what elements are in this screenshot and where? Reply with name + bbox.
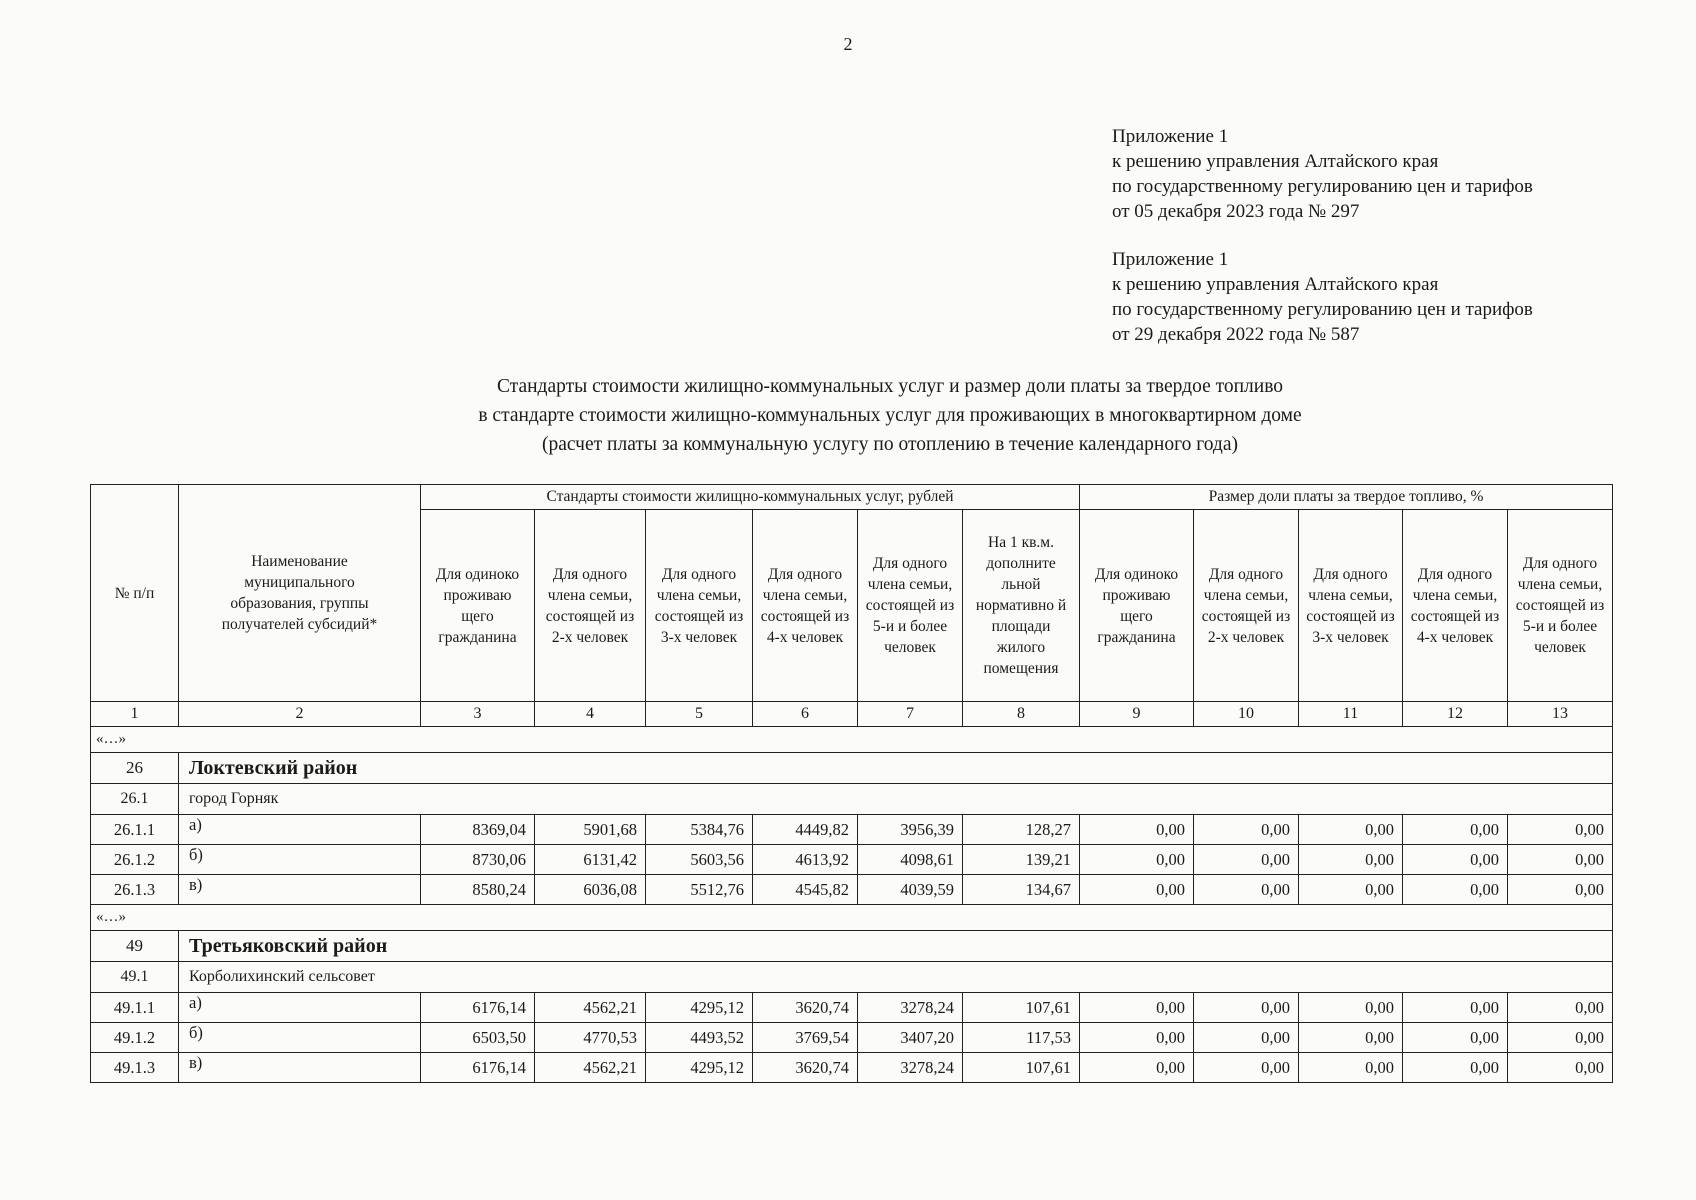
column-number: 8 xyxy=(963,702,1080,727)
header-col-4: Для одного члена семьи, состоящей из 2-х человек xyxy=(535,510,646,702)
region-code: 49 xyxy=(91,931,179,962)
value-cell: 5384,76 xyxy=(646,815,753,845)
municipality-code: 49.1 xyxy=(91,962,179,993)
value-cell: 0,00 xyxy=(1194,1023,1299,1053)
header-name: Наименование муниципального образования, группы получателей субсидий* xyxy=(179,485,421,702)
value-cell: 0,00 xyxy=(1403,815,1508,845)
header-col-6: Для одного члена семьи, состоящей из 4-х человек xyxy=(753,510,858,702)
ellipsis-text: «…» xyxy=(91,905,1613,931)
row-code: 26.1.3 xyxy=(91,875,179,905)
appendix-line: Приложение 1 xyxy=(1112,126,1229,147)
column-number: 2 xyxy=(179,702,421,727)
value-cell: 4562,21 xyxy=(535,1053,646,1083)
value-cell: 0,00 xyxy=(1508,993,1613,1023)
region-name: Третьяковский район xyxy=(179,931,1613,962)
value-cell: 0,00 xyxy=(1080,875,1194,905)
value-cell: 4545,82 xyxy=(753,875,858,905)
appendix-line: к решению управления Алтайского края xyxy=(1112,274,1439,295)
table-row xyxy=(91,993,1613,1023)
recipient-group: в) xyxy=(179,875,421,905)
value-cell: 6176,14 xyxy=(421,993,535,1023)
value-cell: 0,00 xyxy=(1194,993,1299,1023)
recipient-group: б) xyxy=(179,845,421,875)
value-cell: 6176,14 xyxy=(421,1053,535,1083)
value-cell: 0,00 xyxy=(1508,1053,1613,1083)
value-cell: 6503,50 xyxy=(421,1023,535,1053)
value-cell: 0,00 xyxy=(1403,1053,1508,1083)
value-cell: 3278,24 xyxy=(858,993,963,1023)
value-cell: 128,27 xyxy=(963,815,1080,845)
appendix-block-current xyxy=(1112,124,1533,224)
header-num: № п/п xyxy=(91,485,179,702)
title-line: в стандарте стоимости жилищно-коммунальных услуг для проживающих в многоквартирном доме xyxy=(478,405,1302,426)
header-col-9: Для одиноко проживаю щего гражданина xyxy=(1080,510,1194,702)
value-cell: 3620,74 xyxy=(753,993,858,1023)
value-cell: 107,61 xyxy=(963,1053,1080,1083)
appendix-line: Приложение 1 xyxy=(1112,249,1229,270)
recipient-group: а) xyxy=(179,815,421,845)
appendix-line: от 05 декабря 2023 года № 297 xyxy=(1112,201,1360,222)
row-code: 49.1.3 xyxy=(91,1053,179,1083)
value-cell: 4039,59 xyxy=(858,875,963,905)
appendix-line: от 29 декабря 2022 года № 587 xyxy=(1112,324,1360,345)
value-cell: 107,61 xyxy=(963,993,1080,1023)
column-number: 11 xyxy=(1299,702,1403,727)
appendix-line: по государственному регулированию цен и тарифов xyxy=(1112,299,1533,320)
value-cell: 8580,24 xyxy=(421,875,535,905)
header-col-10: Для одного члена семьи, состоящей из 2-х человек xyxy=(1194,510,1299,702)
value-cell: 8730,06 xyxy=(421,845,535,875)
value-cell: 4098,61 xyxy=(858,845,963,875)
column-number: 6 xyxy=(753,702,858,727)
column-number: 3 xyxy=(421,702,535,727)
value-cell: 0,00 xyxy=(1403,875,1508,905)
header-group-row xyxy=(91,485,1613,510)
value-cell: 0,00 xyxy=(1080,815,1194,845)
value-cell: 0,00 xyxy=(1080,845,1194,875)
header-group-share: Размер доли платы за твердое топливо, % xyxy=(1080,485,1613,510)
value-cell: 4449,82 xyxy=(753,815,858,845)
column-number: 10 xyxy=(1194,702,1299,727)
value-cell: 5512,76 xyxy=(646,875,753,905)
value-cell: 0,00 xyxy=(1080,1023,1194,1053)
ellipsis-text: «…» xyxy=(91,727,1613,753)
value-cell: 0,00 xyxy=(1299,1023,1403,1053)
municipality-name: город Горняк xyxy=(179,784,1613,815)
value-cell: 0,00 xyxy=(1080,1053,1194,1083)
header-col-8: На 1 кв.м. дополните льной нормативно й площади жилого помещения xyxy=(963,510,1080,702)
appendix-line: по государственному регулированию цен и тарифов xyxy=(1112,176,1533,197)
standards-table xyxy=(90,484,1613,1083)
value-cell: 4295,12 xyxy=(646,1053,753,1083)
region-code: 26 xyxy=(91,753,179,784)
header-col-7: Для одного члена семьи, состоящей из 5-и и более человек xyxy=(858,510,963,702)
value-cell: 0,00 xyxy=(1299,875,1403,905)
header-col-3: Для одиноко проживаю щего гражданина xyxy=(421,510,535,702)
value-cell: 3407,20 xyxy=(858,1023,963,1053)
value-cell: 3956,39 xyxy=(858,815,963,845)
appendix-line: к решению управления Алтайского края xyxy=(1112,151,1439,172)
value-cell: 0,00 xyxy=(1080,993,1194,1023)
value-cell: 0,00 xyxy=(1403,845,1508,875)
value-cell: 139,21 xyxy=(963,845,1080,875)
value-cell: 0,00 xyxy=(1194,875,1299,905)
recipient-group: б) xyxy=(179,1023,421,1053)
header-group-standards: Стандарты стоимости жилищно-коммунальных услуг, рублей xyxy=(421,485,1080,510)
column-number: 13 xyxy=(1508,702,1613,727)
municipality-name: Корболихинский сельсовет xyxy=(179,962,1613,993)
region-name: Локтевский район xyxy=(179,753,1613,784)
value-cell: 0,00 xyxy=(1299,993,1403,1023)
table-row xyxy=(91,845,1613,875)
table-row xyxy=(91,1053,1613,1083)
ellipsis-row xyxy=(91,905,1613,931)
value-cell: 6131,42 xyxy=(535,845,646,875)
page-number: 2 xyxy=(843,34,853,54)
region-row xyxy=(91,931,1613,962)
value-cell: 0,00 xyxy=(1194,815,1299,845)
value-cell: 4770,53 xyxy=(535,1023,646,1053)
municipality-code: 26.1 xyxy=(91,784,179,815)
header-col-5: Для одного члена семьи, состоящей из 3-х человек xyxy=(646,510,753,702)
value-cell: 0,00 xyxy=(1403,993,1508,1023)
row-code: 26.1.2 xyxy=(91,845,179,875)
document-title xyxy=(340,372,1440,459)
value-cell: 4613,92 xyxy=(753,845,858,875)
value-cell: 0,00 xyxy=(1508,845,1613,875)
value-cell: 0,00 xyxy=(1508,875,1613,905)
table-row xyxy=(91,1023,1613,1053)
municipality-row xyxy=(91,784,1613,815)
table-row xyxy=(91,875,1613,905)
value-cell: 0,00 xyxy=(1194,1053,1299,1083)
title-line: Стандарты стоимости жилищно-коммунальных услуг и размер доли платы за твердое топливо xyxy=(496,376,1284,397)
value-cell: 0,00 xyxy=(1194,845,1299,875)
row-code: 49.1.1 xyxy=(91,993,179,1023)
header-col-12: Для одного члена семьи, состоящей из 4-х человек xyxy=(1403,510,1508,702)
table-row xyxy=(91,815,1613,845)
recipient-group: в) xyxy=(179,1053,421,1083)
column-number: 12 xyxy=(1403,702,1508,727)
value-cell: 3620,74 xyxy=(753,1053,858,1083)
value-cell: 4295,12 xyxy=(646,993,753,1023)
value-cell: 117,53 xyxy=(963,1023,1080,1053)
column-number: 1 xyxy=(91,702,179,727)
column-number: 4 xyxy=(535,702,646,727)
value-cell: 6036,08 xyxy=(535,875,646,905)
value-cell: 4562,21 xyxy=(535,993,646,1023)
value-cell: 3769,54 xyxy=(753,1023,858,1053)
region-row xyxy=(91,753,1613,784)
value-cell: 0,00 xyxy=(1299,815,1403,845)
value-cell: 0,00 xyxy=(1299,1053,1403,1083)
municipality-row xyxy=(91,962,1613,993)
appendix-block-previous xyxy=(1112,247,1533,347)
column-number: 9 xyxy=(1080,702,1194,727)
header-col-11: Для одного члена семьи, состоящей из 3-х человек xyxy=(1299,510,1403,702)
value-cell: 0,00 xyxy=(1299,845,1403,875)
ellipsis-row xyxy=(91,727,1613,753)
recipient-group: а) xyxy=(179,993,421,1023)
column-numbers-row xyxy=(91,702,1613,727)
value-cell: 4493,52 xyxy=(646,1023,753,1053)
header-col-13: Для одного члена семьи, состоящей из 5-и и более человек xyxy=(1508,510,1613,702)
title-line: (расчет платы за коммунальную услугу по отоплению в течение календарного года) xyxy=(542,434,1238,455)
row-code: 49.1.2 xyxy=(91,1023,179,1053)
column-number: 5 xyxy=(646,702,753,727)
column-number: 7 xyxy=(858,702,963,727)
value-cell: 0,00 xyxy=(1403,1023,1508,1053)
value-cell: 8369,04 xyxy=(421,815,535,845)
row-code: 26.1.1 xyxy=(91,815,179,845)
value-cell: 0,00 xyxy=(1508,815,1613,845)
value-cell: 0,00 xyxy=(1508,1023,1613,1053)
value-cell: 3278,24 xyxy=(858,1053,963,1083)
value-cell: 5901,68 xyxy=(535,815,646,845)
value-cell: 134,67 xyxy=(963,875,1080,905)
value-cell: 5603,56 xyxy=(646,845,753,875)
